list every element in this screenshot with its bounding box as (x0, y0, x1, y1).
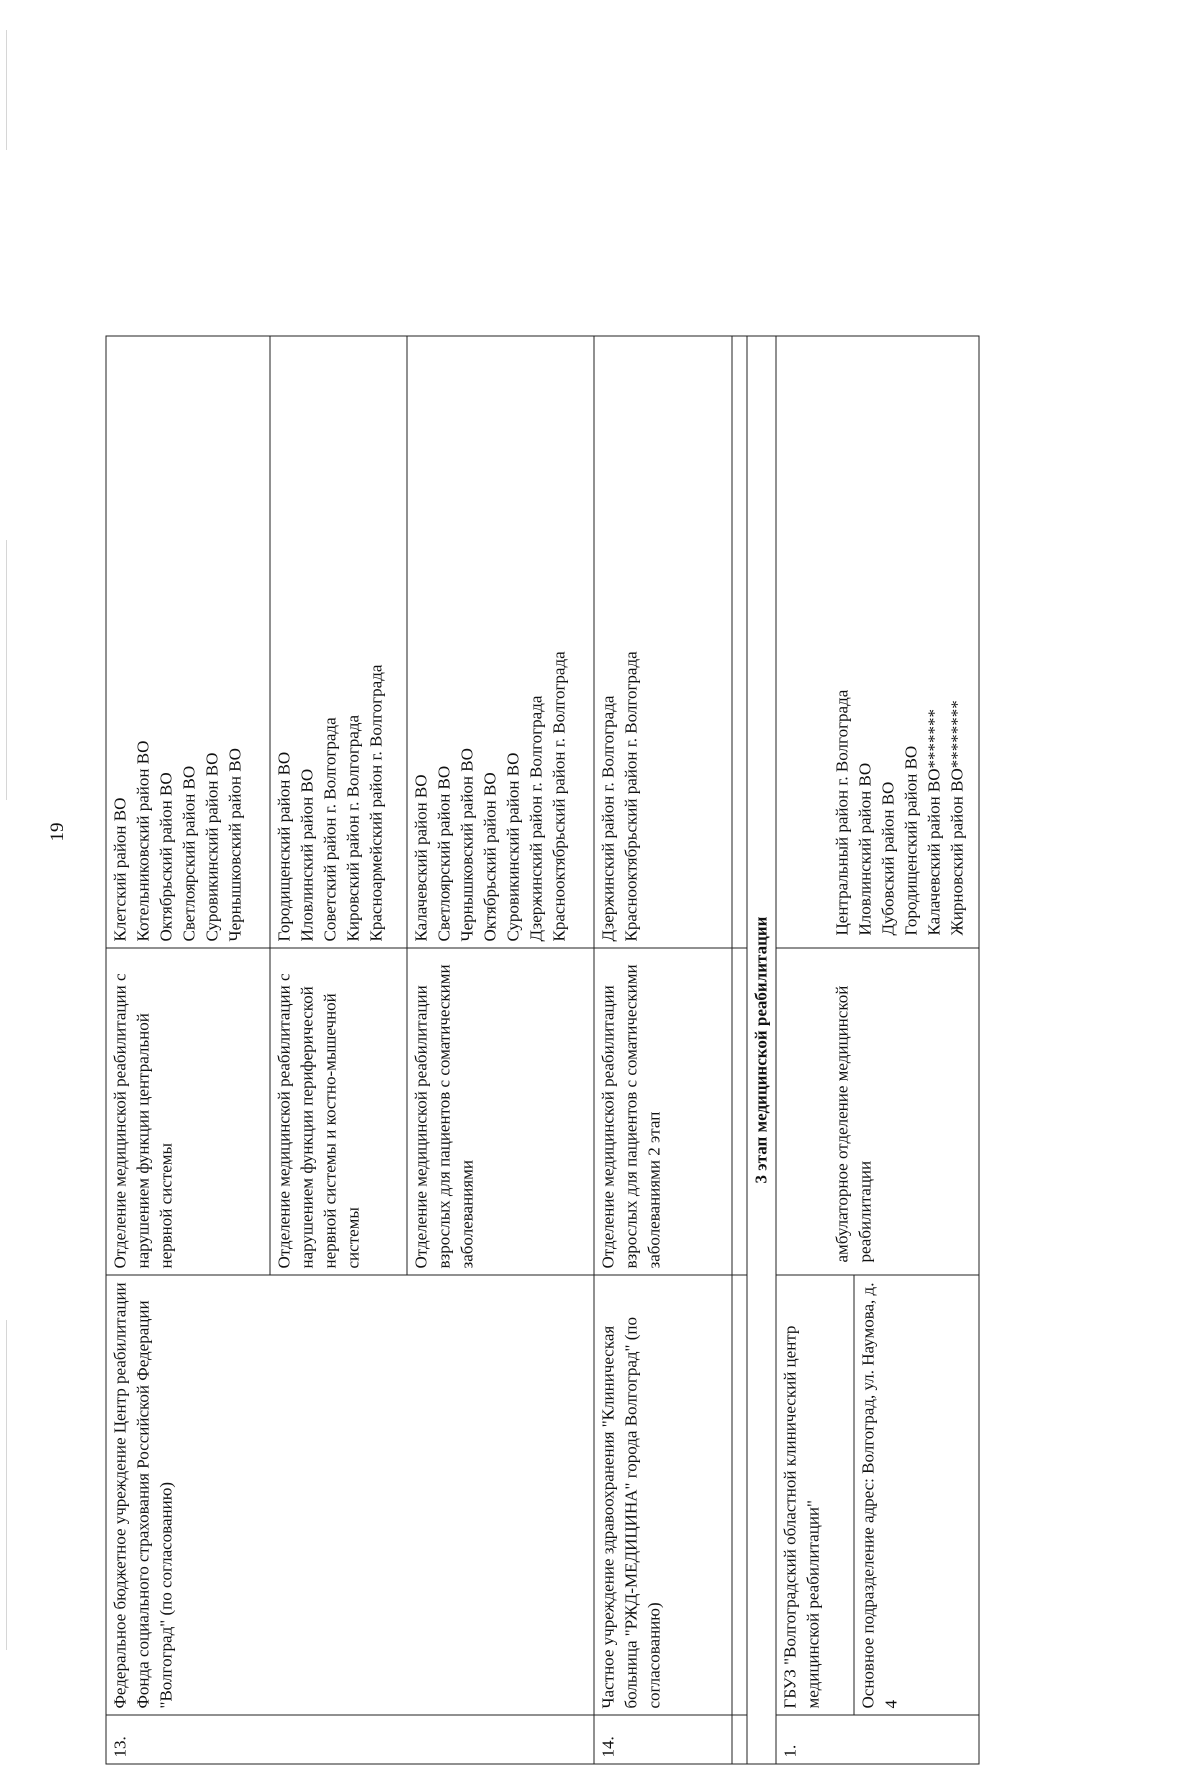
district-item: Городищенский район ВО (901, 745, 921, 936)
sub-institution-cell: Основное подразделение адрес: Волгоград, ул. Наумова, д. 4 (854, 1275, 979, 1715)
district-item: Котельниковский район ВО (133, 740, 153, 942)
rehabilitation-table (106, 335, 980, 1764)
district-item: Чернышковский район ВО (457, 748, 477, 942)
department-cell: Отделение медицинской реабилитации с нарушением функции центральной нервной системы (106, 948, 270, 1275)
districts-list (829, 342, 971, 941)
spacer-cell (732, 948, 747, 1275)
district-item: Иловлинский район ВО (297, 768, 317, 942)
department-cell: Отделение медицинской реабилитации взрослых для пациентов с соматическими заболеваниями (407, 948, 594, 1275)
department-text: амбулаторное отделение медицинской реабилитации (832, 985, 875, 1263)
district-item: Краснооктябрьский район г. Волгограда (621, 651, 641, 942)
stage-heading: 3 этап медицинской реабилитации (747, 336, 776, 1764)
district-item: Красноармейский район г. Волгограда (366, 664, 386, 942)
rotated-table-wrapper (106, 337, 979, 1765)
district-item: Октябрьский район ВО (156, 772, 176, 942)
district-item: Центральный район г. Волгограда (832, 689, 852, 936)
district-item: Октябрьский район ВО (480, 772, 500, 942)
district-item: Дзержинский район г. Волгограда (598, 695, 618, 942)
table-row (776, 336, 854, 1764)
row-number: 1. (776, 1715, 979, 1764)
district-item: Калачевский район ВО******* (924, 708, 944, 936)
stage-heading-row (747, 336, 776, 1764)
department-cell: Отделение медицинской реабилитации с нарушением функции периферической нервной системы и костно-мышечной системы (270, 948, 407, 1275)
department-cell (776, 948, 979, 1275)
district-item: Иловлинский район ВО (855, 762, 875, 936)
district-item: Светлоярский район ВО (179, 765, 199, 942)
institution-cell: Частное учреждение здравоохранения "Клиническая больница "РЖД-МЕДИЦИНА" города Волгоград" (по согласованию) (594, 1275, 732, 1715)
table-row (106, 336, 270, 1764)
spacer-cell (732, 1275, 747, 1715)
districts-cell (106, 336, 270, 948)
district-item: Краснооктябрьский район г. Волгограда (549, 651, 569, 942)
district-item: Суровикинский район ВО (202, 752, 222, 942)
scan-edge-mark (6, 540, 7, 800)
district-item: Дубовский район ВО (878, 781, 898, 936)
districts-cell (776, 336, 979, 948)
row-number: 13. (106, 1715, 594, 1764)
page-number: 19 (47, 822, 68, 842)
districts-cell (594, 336, 732, 948)
institution-cell: ГБУЗ "Волгоградский областной клинический центр медицинской реабилитации" (776, 1275, 854, 1715)
institution-cell: Федеральное бюджетное учреждение Центр реабилитации Фонда социального страхования Российской Федерации "Волгоград" (по согласованию) (106, 1275, 594, 1715)
district-item: Суровикинский район ВО (503, 752, 523, 942)
district-item: Кировский район г. Волгограда (343, 714, 363, 942)
spacer-row (732, 336, 747, 1764)
scan-edge-mark (6, 1320, 7, 1650)
district-item: Городищенский район ВО (274, 751, 294, 942)
spacer-cell (732, 336, 747, 948)
district-item: Жирновский район ВО******** (947, 700, 967, 936)
districts-cell (270, 336, 407, 948)
table-row (594, 336, 732, 1764)
districts-cell (407, 336, 594, 948)
spacer-cell (732, 1715, 747, 1764)
district-item: Советский район г. Волгограда (320, 717, 340, 942)
district-item: Чернышковский район ВО (225, 748, 245, 942)
row-number: 14. (594, 1715, 732, 1764)
district-item: Светлоярский район ВО (434, 765, 454, 942)
district-item: Дзержинский район г. Волгограда (526, 695, 546, 942)
department-cell: Отделение медицинской реабилитации взрослых для пациентов с соматическими заболеваниями 2 этап (594, 948, 732, 1275)
district-item: Клетский район ВО (110, 797, 130, 942)
scan-edge-mark (6, 30, 7, 150)
district-item: Калачевский район ВО (411, 774, 431, 942)
